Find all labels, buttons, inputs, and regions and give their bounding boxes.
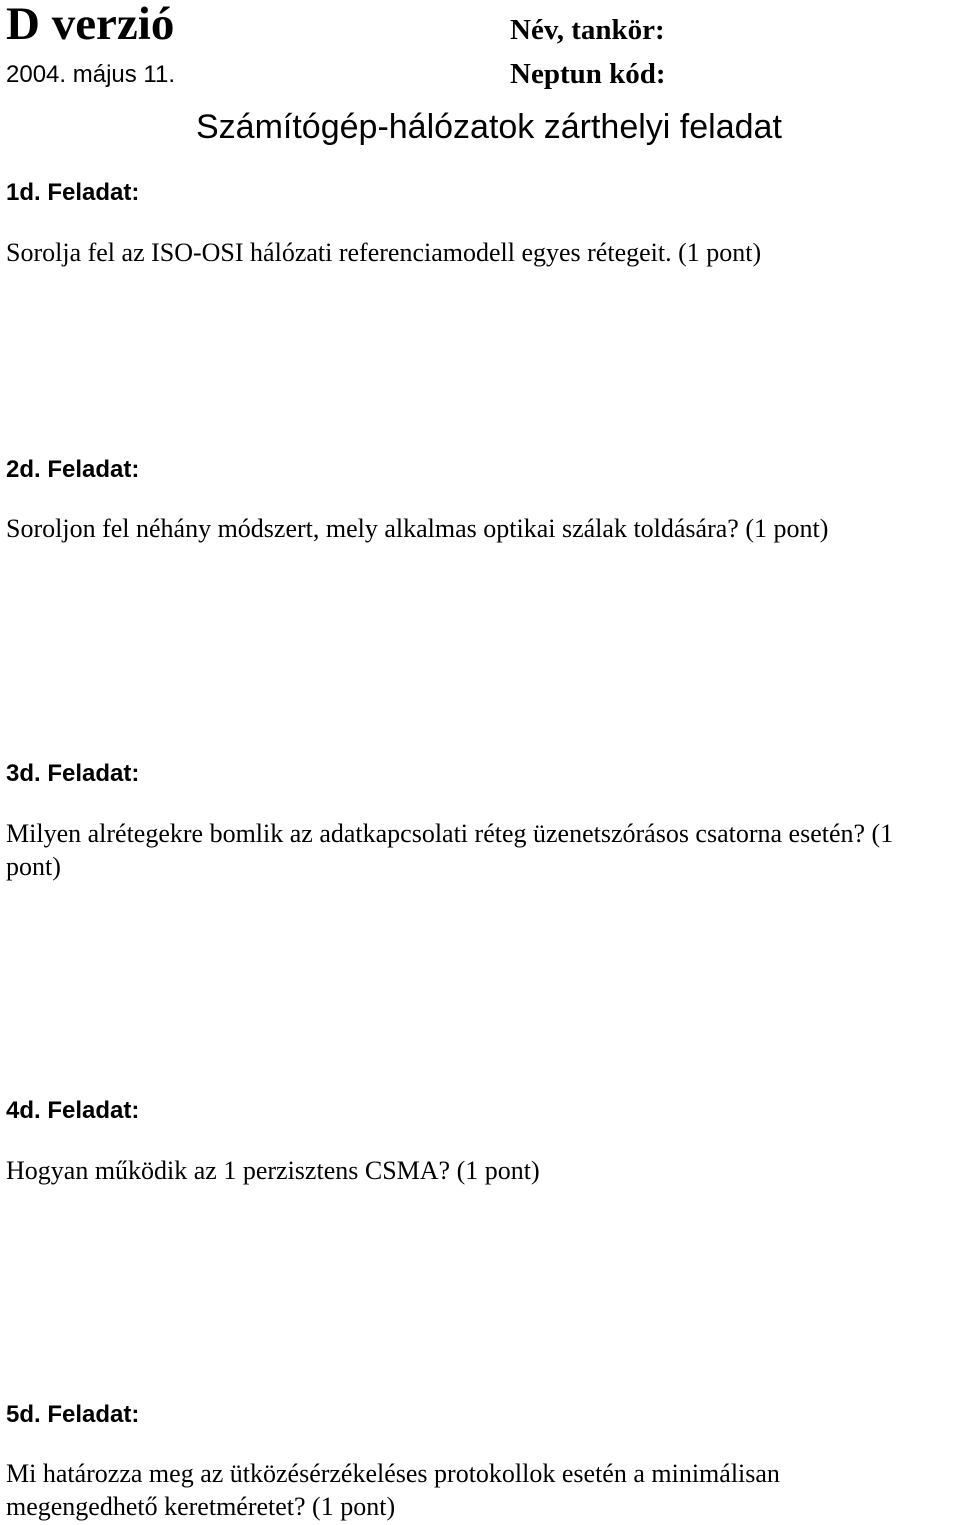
- task-heading: 1d. Feladat:: [6, 179, 140, 206]
- task-question: Hogyan működik az 1 perzisztens CSMA? (1 pont): [6, 1156, 540, 1185]
- task-heading: 4d. Feladat:: [6, 1097, 140, 1124]
- task-heading: 5d. Feladat:: [6, 1401, 140, 1428]
- task-question: Soroljon fel néhány módszert, mely alkalmas optikai szálak toldására? (1 pont): [6, 514, 829, 543]
- task-question-line-1: Mi határozza meg az ütközésérzékeléses protokollok esetén a minimálisan: [6, 1459, 780, 1488]
- task-heading: 2d. Feladat:: [6, 456, 140, 483]
- task-heading: 3d. Feladat:: [6, 760, 140, 787]
- task-question: Sorolja fel az ISO-OSI hálózati referenciamodell egyes rétegeit. (1 pont): [6, 238, 762, 267]
- version-label: D verzió: [6, 0, 175, 50]
- neptun-code-label: Neptun kód:: [510, 58, 666, 90]
- exam-date: 2004. május 11.: [6, 61, 175, 88]
- page-title: Számítógép-hálózatok zárthelyi feladat: [196, 108, 782, 146]
- task-question-line-2: megengedhető keretméretet? (1 pont): [6, 1492, 396, 1521]
- task-question-line-1: Milyen alrétegekre bomlik az adatkapcsolati réteg üzenetszórásos csatorna esetén? (1: [6, 819, 894, 848]
- name-group-label: Név, tankör:: [510, 14, 665, 46]
- task-question-line-2: pont): [6, 852, 61, 881]
